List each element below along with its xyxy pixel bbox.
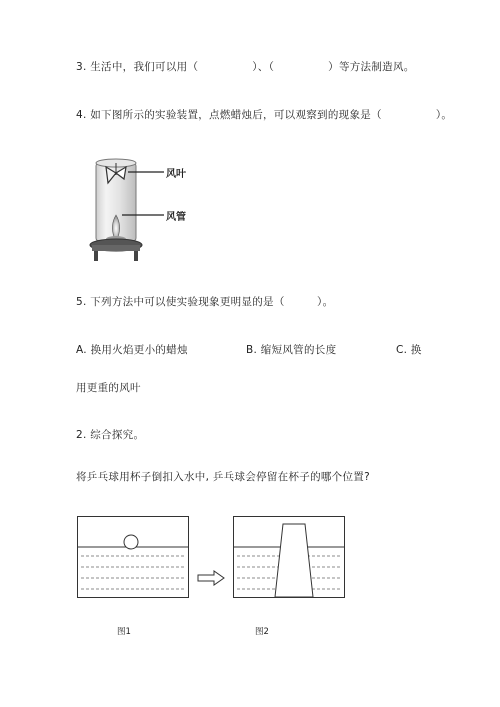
option-c: C. 换 [396, 344, 422, 356]
question-5: 5. 下列方法中可以使实验现象更明显的是（ ）。 [76, 296, 334, 308]
option-c-continued: 用更重的风叶 [76, 382, 141, 394]
wind-tube-label: 风管 [166, 212, 186, 223]
figure-1-diagram [77, 516, 189, 598]
option-a: A. 换用火焰更小的蜡烛 [76, 344, 188, 356]
figure-2-caption: 图2 [255, 627, 269, 637]
fan-blade-label: 风叶 [166, 169, 186, 180]
option-b: B. 缩短风管的长度 [246, 344, 337, 356]
question-3: 3. 生活中，我们可以用（ ）、（ ）等方法制造风。 [76, 61, 415, 73]
arrow-right-icon [197, 570, 225, 586]
figure-1-caption: 图1 [117, 627, 131, 637]
figure-2-diagram [233, 516, 345, 598]
section-2-prompt: 将乒乓球用杯子倒扣入水中, 乒乓球会停留在杯子的哪个位置? [76, 471, 370, 483]
wind-tube-apparatus-image [84, 155, 204, 270]
section-2-title: 2. 综合探究。 [76, 429, 145, 441]
question-4: 4. 如下图所示的实验装置，点燃蜡烛后，可以观察到的现象是（ ）。 [76, 109, 453, 121]
